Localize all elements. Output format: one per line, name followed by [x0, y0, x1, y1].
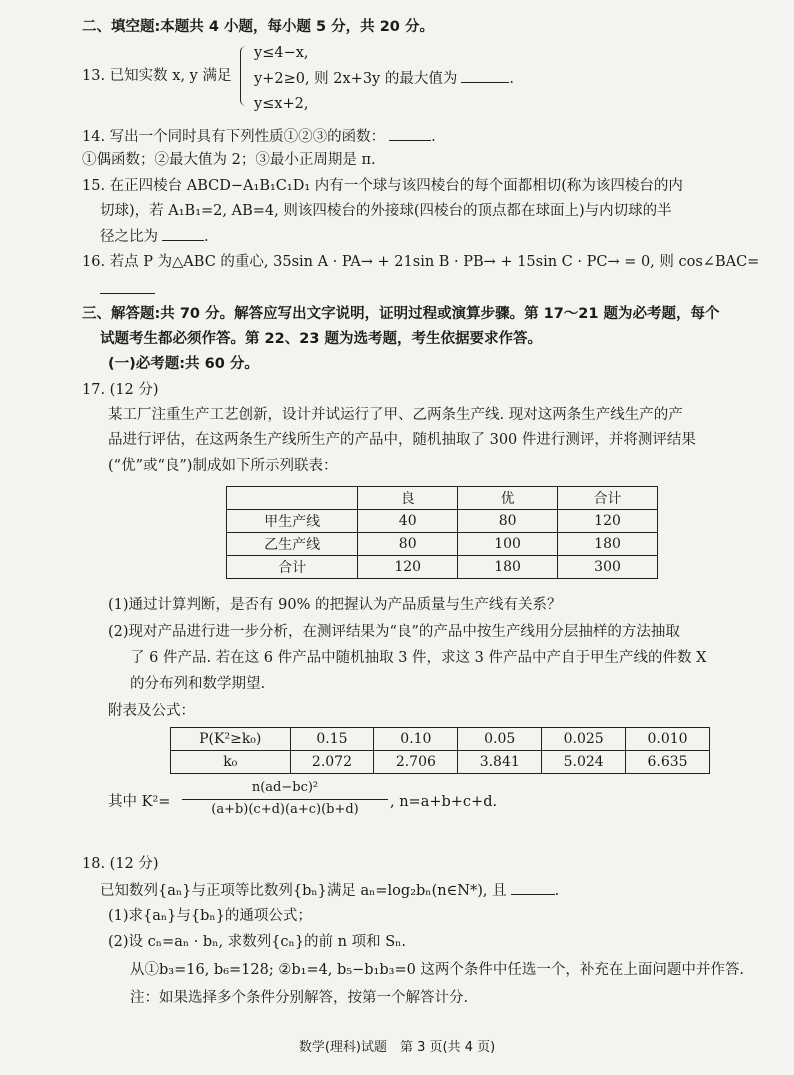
q15-line-2: 切球)，若 A₁B₁=2, AB=4, 则该四棱台的外接球(四棱台的顶点都在球面上)与内切球的半 [100, 203, 672, 219]
table-cell: 180 [458, 556, 558, 579]
table-cell: k₀ [171, 751, 291, 774]
page-footer: 数学(理科)试题 第 3 页(共 4 页) [298, 1040, 496, 1055]
table-cell: 120 [558, 510, 658, 533]
table-cell: 良 [358, 487, 458, 510]
table-row [171, 751, 710, 774]
q18-condition-choice: 从①b₃=16, b₆=128; ②b₁=4, b₅−b₁b₃=0 这两个条件中任选一个，补充在上面问题中并作答. [130, 962, 745, 978]
table-cell: 0.10 [374, 728, 458, 751]
q13-condition-2 [254, 68, 514, 89]
q18-answer-blank [511, 880, 555, 895]
q18-sub-2: (2)设 cₙ=aₙ · bₙ, 求数列{cₙ}的前 n 项和 Sₙ. [108, 934, 407, 950]
table-cell: 80 [358, 533, 458, 556]
q16-line-1: 16. 若点 P 为△ABC 的重心, 35sin A · PA→ + 21sin B · PB→ + 15sin C · PC→ = 0, 则 cos∠BAC= [82, 254, 760, 270]
table-row [227, 533, 658, 556]
critical-value-table [170, 727, 710, 774]
table-cell: 100 [458, 533, 558, 556]
q15-end: . [204, 229, 209, 245]
table-cell: 5.024 [542, 751, 626, 774]
q18-head: 18. (12 分) [82, 856, 159, 872]
table-row [171, 728, 710, 751]
q13-condition-1: y≤4−x, [254, 45, 309, 61]
table-cell: P(K²≥k₀) [171, 728, 291, 751]
q14-end: . [431, 129, 436, 145]
q17-head: 17. (12 分) [82, 382, 159, 398]
formula-denominator: (a+b)(c+d)(a+c)(b+d) [211, 802, 359, 817]
q15-answer-blank [162, 226, 204, 241]
table-cell: 6.635 [626, 751, 710, 774]
table-cell: 180 [558, 533, 658, 556]
q17-para-3: (“优”或“良”)制成如下所示列联表： [108, 458, 338, 474]
table-cell: 甲生产线 [227, 510, 358, 533]
q13-end: . [509, 71, 514, 87]
table-cell: 0.025 [542, 728, 626, 751]
q13-answer-blank [461, 68, 509, 83]
table-cell: 0.15 [290, 728, 374, 751]
formula-tail: , n=a+b+c+d. [390, 794, 498, 810]
q14-text: 14. 写出一个同时具有下列性质①②③的函数： [82, 129, 386, 145]
table-row [227, 487, 658, 510]
table-cell: 2.706 [374, 751, 458, 774]
q13-brace [240, 46, 251, 106]
section-3-line-1: 三、解答题:共 70 分。解答应写出文字说明，证明过程或演算步骤。第 17～21 题为必考题，每个 [82, 306, 720, 322]
table-cell: 优 [458, 487, 558, 510]
q16-answer-blank [100, 293, 155, 294]
q13-prefix: 13. 已知实数 x, y 满足 [82, 68, 232, 84]
q17-sub-2-a: (2)现对产品进行进一步分析，在测评结果为“良”的产品中按生产线用分层抽样的方法抽取 [108, 624, 680, 640]
formula-numerator: n(ad−bc)² [251, 780, 319, 795]
table-cell: 0.05 [458, 728, 542, 751]
q18-sub-1: (1)求{aₙ}与{bₙ}的通项公式； [108, 908, 312, 924]
q18-note: 注：如果选择多个条件分别解答，按第一个解答计分. [130, 990, 469, 1006]
table-row [227, 556, 658, 579]
table-cell: 40 [358, 510, 458, 533]
table-cell [227, 487, 358, 510]
q18-line-1 [100, 880, 559, 901]
q15-text: 径之比为 [100, 229, 158, 245]
q17-sub-2-b: 了 6 件产品. 若在这 6 件产品中随机抽取 3 件，求这 3 件产品中产自于甲生产线的件数 X [130, 650, 707, 666]
q15-line-1: 15. 在正四棱台 ABCD−A₁B₁C₁D₁ 内有一个球与该四棱台的每个面都相切(称为该四棱台的内 [82, 178, 683, 194]
q14-line-1 [82, 126, 436, 147]
contingency-table [226, 486, 658, 579]
q14-line-2: ①偶函数；②最大值为 2；③最小正周期是 π. [82, 152, 376, 168]
q18-text: 已知数列{aₙ}与正项等比数列{bₙ}满足 aₙ=log₂bₙ(n∈N*), 且 [100, 883, 507, 899]
table-row [227, 510, 658, 533]
q17-sub-2-c: 的分布列和数学期望. [130, 676, 266, 692]
table-cell: 合计 [558, 487, 658, 510]
table-cell: 80 [458, 510, 558, 533]
section-3-line-2: 试题考生都必须作答。第 22、23 题为选考题，考生依据要求作答。 [100, 331, 542, 347]
table-cell: 乙生产线 [227, 533, 358, 556]
q13-condition-3: y≤x+2, [254, 96, 309, 112]
table-cell: 300 [558, 556, 658, 579]
q18-end: . [554, 883, 560, 899]
table-cell: 0.010 [626, 728, 710, 751]
table-cell: 2.072 [290, 751, 374, 774]
section-3-sub-header: (一)必考题:共 60 分。 [108, 356, 259, 372]
section-2-header: 二、填空题:本题共 4 小题，每小题 5 分，共 20 分。 [82, 19, 434, 35]
formula-lead: 其中 K²= [108, 794, 171, 810]
q17-appendix-label: 附表及公式： [108, 703, 195, 719]
q17-para-1: 某工厂注重生产工艺创新，设计并试运行了甲、乙两条生产线. 现对这两条生产线生产的产 [108, 407, 683, 423]
table-cell: 3.841 [458, 751, 542, 774]
formula-fraction-line [182, 799, 388, 800]
q17-sub-1: (1)通过计算判断，是否有 90% 的把握认为产品质量与生产线有关系？ [108, 597, 562, 613]
q13-condition-2-text: y+2≥0, 则 2x+3y 的最大值为 [254, 71, 458, 87]
q17-para-2: 品进行评估，在这两条生产线所生产的产品中，随机抽取了 300 件进行测评，并将测评结果 [108, 432, 696, 448]
table-cell: 120 [358, 556, 458, 579]
q15-line-3 [100, 226, 209, 247]
table-cell: 合计 [227, 556, 358, 579]
q14-answer-blank [389, 126, 431, 141]
